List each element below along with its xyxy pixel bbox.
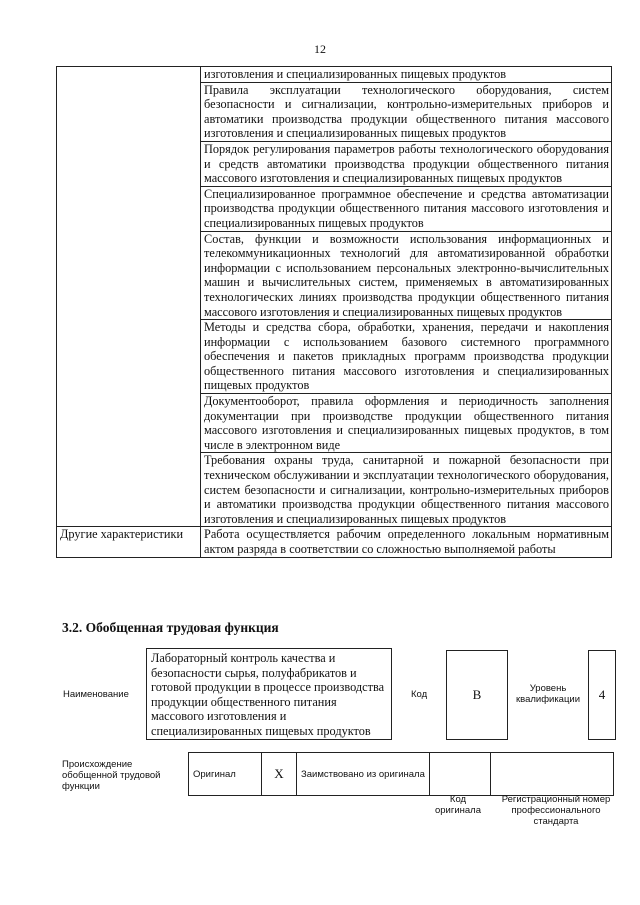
- registration-number-caption: Регистрационный номер профессионального стандарта: [501, 794, 611, 827]
- borrowed-label: Заимствовано из оригинала: [297, 753, 430, 796]
- requirement-text: Работа осуществляется рабочим определенного локальным нормативным актом разряда в соответствии со сложностью выполняемой работы: [201, 527, 612, 557]
- qualification-level-label: Уровень квалификации: [515, 683, 581, 705]
- function-name-value: Лабораторный контроль качества и безопасности сырья, полуфабрикатов и готовой продукции в процессе производства продукции общественного питания массового изготовления и специализированных пищевых продуктов: [146, 648, 392, 740]
- name-label: Наименование: [63, 689, 129, 700]
- requirement-text: Состав, функции и возможности использования информационных и телекоммуникационных технологий для автоматизированной обработки информации с использованием персональных электронно-вычислительных машин и вычислительных систем, применяемых в автоматизированных технологических линиях производства продукции общественного питания массового изготовления и специализированных пищевых продуктов: [201, 231, 612, 320]
- page-number: 12: [314, 42, 326, 56]
- requirement-text: Требования охраны труда, санитарной и пожарной безопасности при техническом обслуживании и эксплуатации технологического оборудования, систем безопасности и сигнализации, контрольно-измерительных приборов и автоматики производства продукции общественного питания массового изготовления и специализированных пищевых продуктов: [201, 453, 612, 527]
- row-label: [57, 67, 201, 527]
- function-code-value: B: [446, 650, 508, 740]
- registration-number-cell: [491, 753, 614, 796]
- requirement-text: Правила эксплуатации технологического оборудования, систем безопасности и сигнализации, контрольно-измерительных приборов и автоматики производства продукции общественного питания массового изготовления и специализированных пищевых продуктов: [201, 82, 612, 141]
- code-label: Код: [411, 689, 428, 700]
- section-title: 3.2. Обобщенная трудовая функция: [62, 620, 279, 635]
- requirement-text: Специализированное программное обеспечение и средства автоматизации производства продукции общественного питания массового изготовления и специализированных пищевых продуктов: [201, 186, 612, 231]
- original-code-cell: [430, 753, 491, 796]
- requirement-text: Методы и средства сбора, обработки, хранения, передачи и накопления информации с использованием базового системного программного обеспечения и пакетов прикладных программ производства продукции общественного питания массового изготовления и специализированных пищевых продуктов: [201, 320, 612, 394]
- qualification-level-value: 4: [588, 650, 616, 740]
- requirement-text: Документооборот, правила оформления и периодичность заполнения документации при производстве продукции общественного питания массового изготовления и специализированных пищевых продуктов, в том числе в электронном виде: [201, 394, 612, 453]
- other-characteristics-label: Другие характеристики: [57, 527, 201, 557]
- original-label: Оригинал: [189, 753, 262, 796]
- requirement-text: Порядок регулирования параметров работы технологического оборудования и средств автоматики производства продукции общественного питания массового изготовления и специализированных пищевых продуктов: [201, 141, 612, 186]
- original-code-caption: Код оригинала: [434, 794, 481, 816]
- knowledge-requirements-table: [56, 66, 612, 558]
- table-row: [57, 527, 612, 557]
- table-row: [57, 67, 612, 83]
- origin-label: Происхождение обобщенной трудовой функции: [62, 759, 161, 792]
- origin-table: [188, 752, 614, 796]
- original-mark: X: [262, 753, 297, 796]
- requirement-text: изготовления и специализированных пищевых продуктов: [201, 67, 612, 83]
